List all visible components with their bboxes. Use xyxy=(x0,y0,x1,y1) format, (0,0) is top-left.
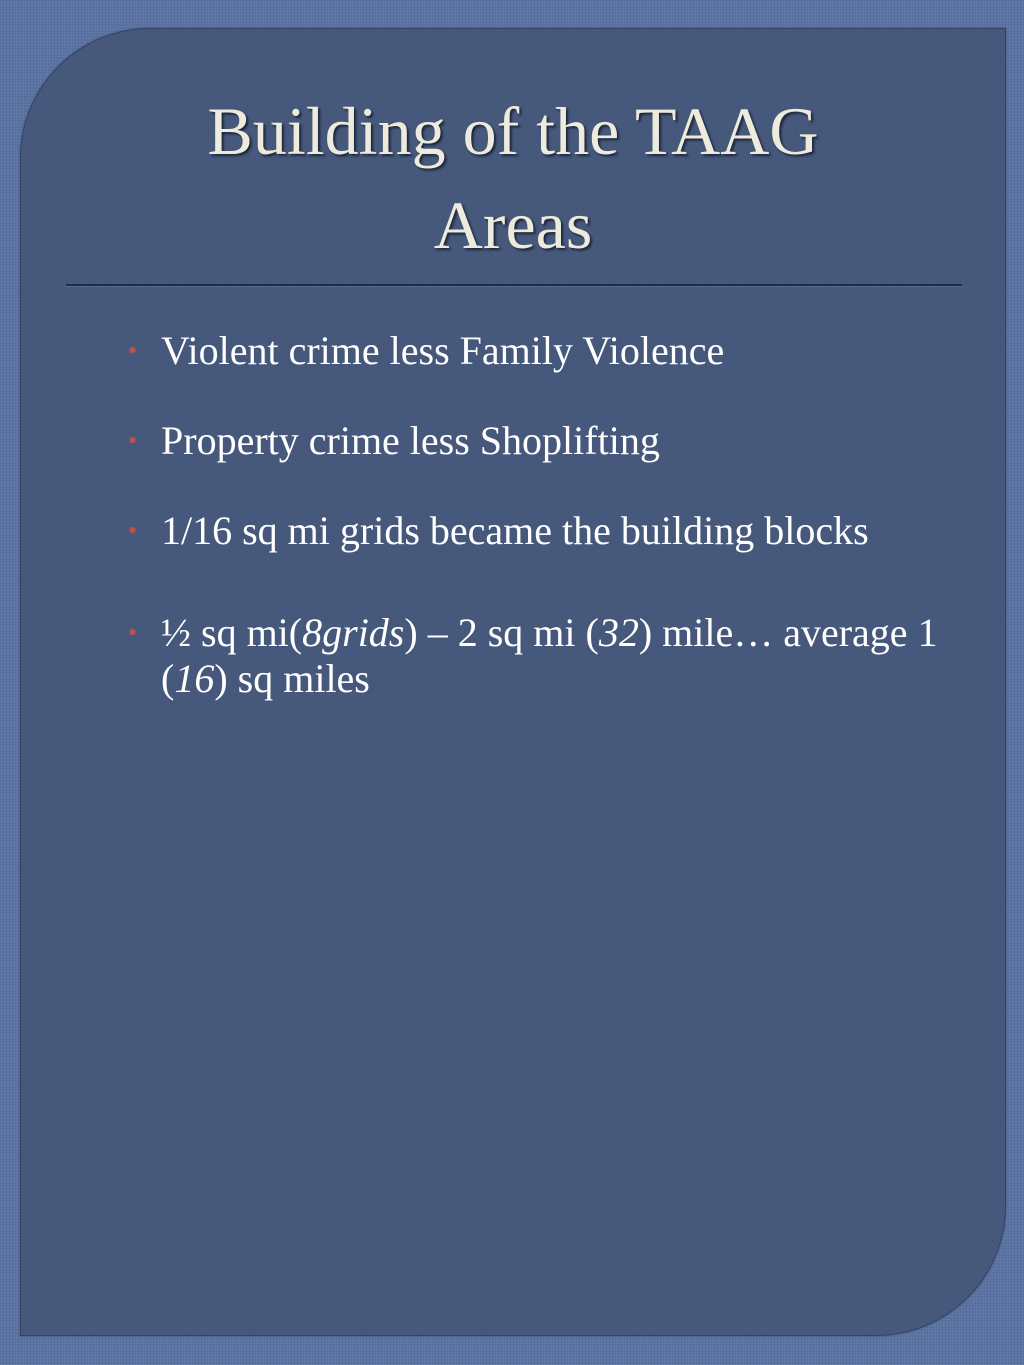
bullet-dot-icon: • xyxy=(128,426,138,455)
bullet-text-italic-part: 8grids xyxy=(302,610,405,655)
title-divider xyxy=(66,284,962,286)
bullet-item-violent-crime xyxy=(128,328,968,374)
bullet-item-area-sizes xyxy=(128,610,968,702)
slide-title-line-2: Areas xyxy=(433,187,593,263)
bullet-list xyxy=(128,328,968,702)
bullet-text-part: ) – 2 sq mi ( xyxy=(404,610,599,655)
bullet-text xyxy=(161,610,938,701)
bullet-text-part: ) sq miles xyxy=(214,656,370,701)
bullet-text-italic-part: 32 xyxy=(598,610,639,655)
bullet-text-part: ½ sq mi( xyxy=(161,610,303,655)
bullet-text: 1/16 sq mi grids became the building blocks xyxy=(161,508,869,553)
bullet-text-italic-part: 16 xyxy=(174,656,215,701)
bullet-text-part: ) mile… average 1 ( xyxy=(161,610,938,701)
bullet-item-property-crime xyxy=(128,418,968,464)
slide-title xyxy=(20,84,1006,272)
bullet-dot-icon: • xyxy=(128,336,138,365)
bullet-text: Property crime less Shoplifting xyxy=(161,418,660,463)
slide-title-line-1: Building of the TAAG xyxy=(207,93,819,169)
bullet-dot-icon: • xyxy=(128,516,138,545)
bullet-text: Violent crime less Family Violence xyxy=(161,328,725,373)
bullet-item-grids xyxy=(128,508,968,554)
bullet-dot-icon: • xyxy=(128,618,138,647)
